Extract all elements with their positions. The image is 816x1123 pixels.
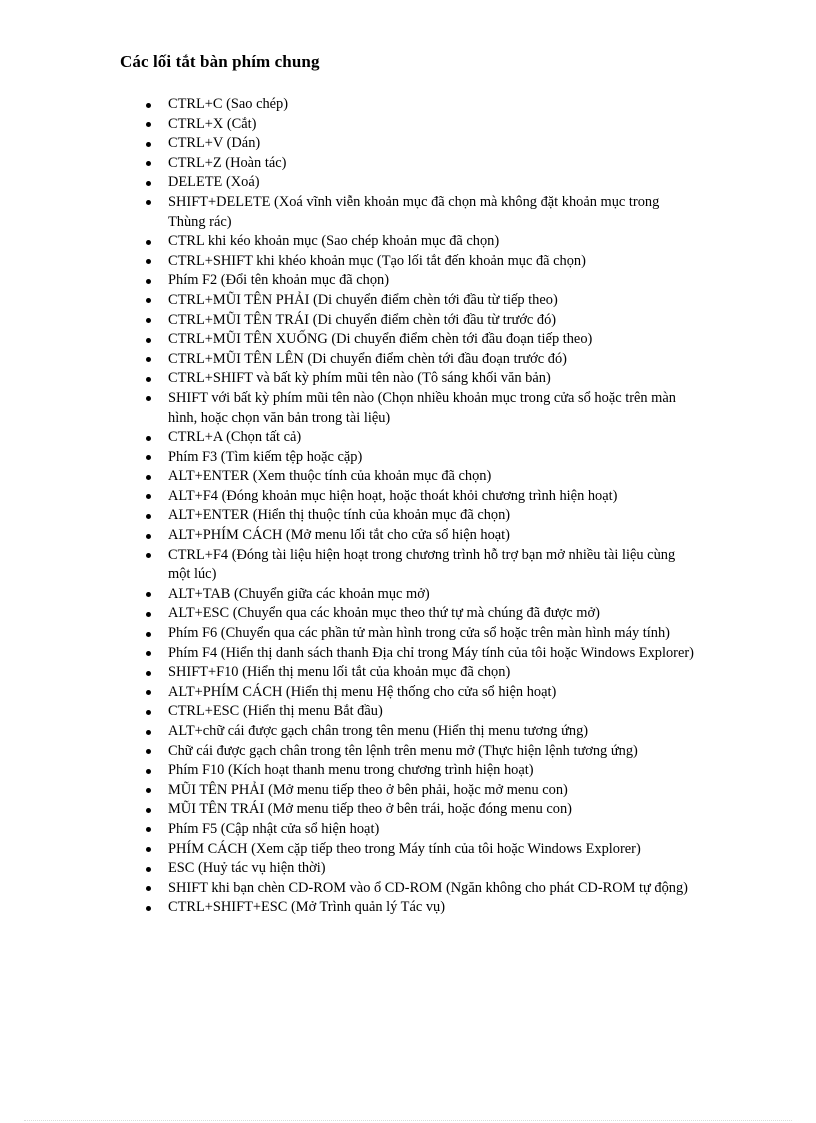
bullet-icon: [146, 298, 151, 303]
list-item: [168, 389, 698, 428]
list-item-text: CTRL+C (Sao chép): [168, 96, 289, 112]
bullet-icon: [146, 553, 151, 558]
list-item-text: SHIFT+DELETE (Xoá vĩnh viễn khoản mục đã chọn mà không đặt khoản mục trong Thùng rác): [168, 193, 660, 230]
list-item: [168, 369, 698, 389]
bullet-icon: [146, 788, 151, 793]
bullet-icon: [146, 867, 151, 872]
list-item: [168, 702, 698, 722]
list-item: [168, 271, 698, 291]
list-item: [168, 330, 698, 350]
list-item: [168, 311, 698, 331]
list-item: [168, 350, 698, 370]
list-item-text: ALT+ESC (Chuyển qua các khoản mục theo thứ tự mà chúng đã được mở): [168, 605, 600, 622]
list-item: [168, 644, 698, 664]
list-item: [168, 683, 698, 703]
bullet-icon: [146, 436, 151, 441]
list-item: [168, 879, 698, 899]
list-item-text: CTRL+MŨI TÊN TRÁI (Di chuyển điểm chèn tới đầu từ trước đó): [168, 311, 557, 328]
list-item-text: Chữ cái được gạch chân trong tên lệnh trên menu mở (Thực hiện lệnh tương ứng): [168, 742, 638, 759]
page-title: Các lối tắt bàn phím chung: [120, 52, 320, 71]
list-item-text: CTRL+A (Chọn tất cả): [168, 429, 302, 446]
list-item: [168, 781, 698, 801]
bullet-icon: [146, 886, 151, 891]
bullet-icon: [146, 651, 151, 656]
bullet-icon: [146, 240, 151, 245]
bullet-icon: [146, 847, 151, 852]
bullet-icon: [146, 122, 151, 127]
list-item-text: SHIFT+F10 (Hiển thị menu lối tắt của khoản mục đã chọn): [168, 664, 511, 681]
list-item: [168, 173, 698, 193]
list-item: [168, 193, 698, 232]
list-item: [168, 840, 698, 860]
list-item-text: ALT+chữ cái được gạch chân trong tên menu (Hiển thị menu tương ứng): [168, 723, 589, 739]
list-item: [168, 624, 698, 644]
list-item: [168, 722, 698, 742]
list-item-text: DELETE (Xoá): [168, 174, 260, 191]
bullet-icon: [146, 357, 151, 362]
list-item: [168, 154, 698, 174]
list-item-text: MŨI TÊN TRÁI (Mở menu tiếp theo ở bên trái, hoặc đóng menu con): [168, 801, 572, 818]
list-item-text: SHIFT với bất kỳ phím mũi tên nào (Chọn nhiều khoản mục trong cửa sổ hoặc trên màn hình, hoặc chọn văn bản trong tài liệu): [168, 389, 676, 426]
list-item: [168, 487, 698, 507]
bullet-icon: [146, 200, 151, 205]
list-item-text: Phím F3 (Tìm kiếm tệp hoặc cặp): [168, 448, 363, 465]
shortcut-list: [168, 95, 698, 918]
list-item: [168, 428, 698, 448]
list-item: [168, 115, 698, 135]
bullet-icon: [146, 906, 151, 911]
list-item-text: CTRL khi kéo khoản mục (Sao chép khoản mục đã chọn): [168, 233, 500, 250]
bullet-icon: [146, 671, 151, 676]
list-item: [168, 232, 698, 252]
bullet-icon: [146, 455, 151, 460]
list-item: [168, 663, 698, 683]
list-item: [168, 448, 698, 468]
list-item-text: CTRL+F4 (Đóng tài liệu hiện hoạt trong chương trình hỗ trợ bạn mở nhiều tài liệu cùng một lúc): [168, 546, 676, 583]
bullet-icon: [146, 534, 151, 539]
list-item: [168, 252, 698, 272]
list-item: [168, 95, 698, 115]
list-item: [168, 604, 698, 624]
bullet-icon: [146, 338, 151, 343]
list-item-text: Phím F2 (Đổi tên khoản mục đã chọn): [168, 272, 390, 289]
bullet-icon: [146, 259, 151, 264]
bullet-icon: [146, 632, 151, 637]
list-item: [168, 291, 698, 311]
bullet-icon: [146, 181, 151, 186]
list-item-text: ESC (Huỷ tác vụ hiện thời): [168, 860, 326, 877]
bullet-icon: [146, 592, 151, 597]
list-item-text: PHÍM CÁCH (Xem cặp tiếp theo trong Máy tính của tôi hoặc Windows Explorer): [168, 840, 641, 857]
list-item-text: CTRL+SHIFT khi khéo khoản mục (Tạo lối tắt đến khoản mục đã chọn): [168, 252, 586, 269]
bullet-icon: [146, 827, 151, 832]
list-item-text: SHIFT khi bạn chèn CD-ROM vào ổ CD-ROM (Ngăn không cho phát CD-ROM tự động): [168, 879, 688, 896]
bullet-icon: [146, 769, 151, 774]
list-item-text: CTRL+Z (Hoàn tác): [168, 154, 287, 171]
bullet-icon: [146, 749, 151, 754]
list-item: [168, 134, 698, 154]
list-item: [168, 761, 698, 781]
bullet-icon: [146, 318, 151, 323]
list-item-text: Phím F5 (Cập nhật cửa sổ hiện hoạt): [168, 820, 380, 837]
bullet-icon: [146, 710, 151, 715]
list-item-text: ALT+ENTER (Xem thuộc tính của khoản mục đã chọn): [168, 468, 492, 485]
list-item-text: ALT+PHÍM CÁCH (Hiển thị menu Hệ thống cho cửa sổ hiện hoạt): [168, 683, 557, 700]
bullet-icon: [146, 475, 151, 480]
bullet-icon: [146, 690, 151, 695]
list-item: [168, 585, 698, 605]
list-item: [168, 898, 698, 918]
list-item-text: Phím F10 (Kích hoạt thanh menu trong chương trình hiện hoạt): [168, 762, 534, 779]
list-item-text: CTRL+MŨI TÊN LÊN (Di chuyển điểm chèn tới đầu đoạn trước đó): [168, 350, 567, 367]
list-item: [168, 526, 698, 546]
bullet-icon: [146, 161, 151, 166]
list-item: [168, 800, 698, 820]
bullet-icon: [146, 494, 151, 499]
bullet-icon: [146, 808, 151, 813]
bullet-icon: [146, 142, 151, 147]
list-item-text: ALT+PHÍM CÁCH (Mở menu lối tắt cho cửa sổ hiện hoạt): [168, 527, 510, 544]
list-item-text: MŨI TÊN PHẢI (Mở menu tiếp theo ở bên phải, hoặc mở menu con): [168, 781, 568, 798]
list-item: [168, 546, 698, 585]
bullet-icon: [146, 103, 151, 108]
list-item-text: ALT+F4 (Đóng khoản mục hiện hoạt, hoặc thoát khỏi chương trình hiện hoạt): [168, 487, 618, 504]
bullet-icon: [146, 279, 151, 284]
list-item: [168, 742, 698, 762]
list-item: [168, 859, 698, 879]
list-item-text: CTRL+SHIFT và bất kỳ phím mũi tên nào (Tô sáng khối văn bản): [168, 370, 551, 387]
list-item-text: Phím F4 (Hiển thị danh sách thanh Địa chỉ trong Máy tính của tôi hoặc Windows Explorer): [168, 644, 694, 661]
bullet-icon: [146, 377, 151, 382]
list-item: [168, 467, 698, 487]
list-item-text: CTRL+V (Dán): [168, 135, 261, 152]
list-item: [168, 506, 698, 526]
list-item: [168, 820, 698, 840]
list-item-text: Phím F6 (Chuyển qua các phần tử màn hình trong cửa sổ hoặc trên màn hình máy tính): [168, 625, 670, 642]
bullet-icon: [146, 396, 151, 401]
list-item-text: CTRL+X (Cắt): [168, 115, 257, 132]
bullet-icon: [146, 514, 151, 519]
page-bottom-divider: [24, 1120, 792, 1121]
list-item-text: CTRL+SHIFT+ESC (Mở Trình quản lý Tác vụ): [168, 899, 446, 916]
list-item-text: CTRL+MŨI TÊN PHẢI (Di chuyển điểm chèn tới đầu từ tiếp theo): [168, 291, 558, 308]
bullet-icon: [146, 612, 151, 617]
list-item-text: CTRL+MŨI TÊN XUỐNG (Di chuyển điểm chèn tới đầu đoạn tiếp theo): [168, 331, 593, 348]
list-item-text: ALT+ENTER (Hiển thị thuộc tính của khoản mục đã chọn): [168, 507, 511, 524]
list-item-text: CTRL+ESC (Hiển thị menu Bắt đầu): [168, 703, 383, 720]
list-item-text: ALT+TAB (Chuyển giữa các khoản mục mở): [168, 585, 430, 602]
bullet-icon: [146, 730, 151, 735]
